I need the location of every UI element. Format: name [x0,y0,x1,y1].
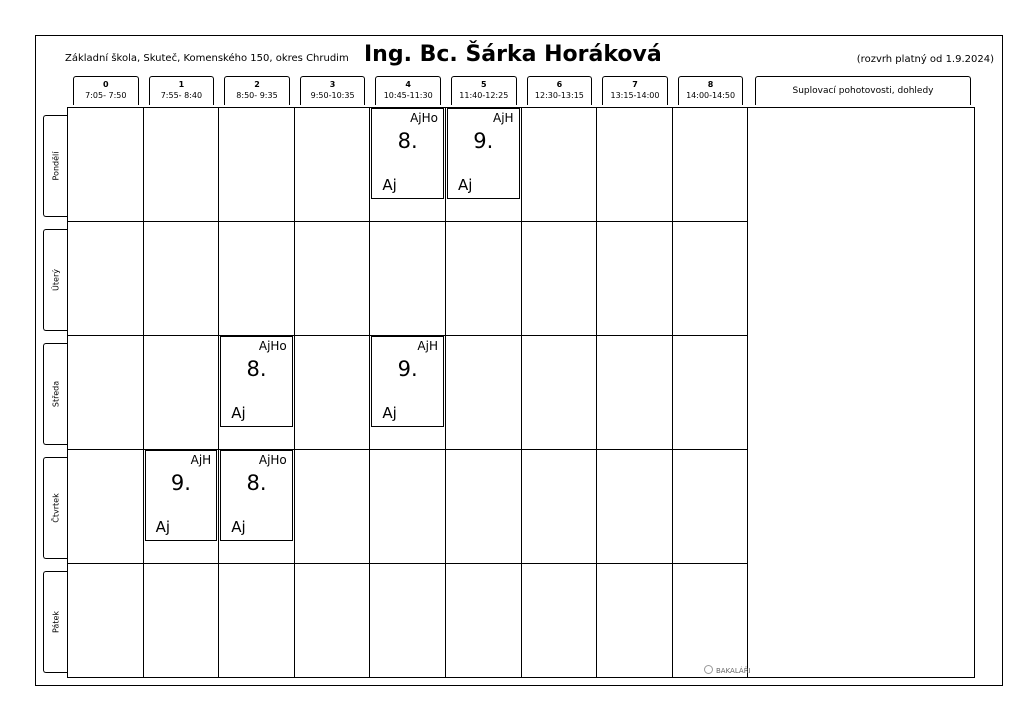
lesson-subject: Aj [231,518,246,536]
lesson-group: AjH [493,111,514,125]
period-number: 4 [405,80,411,89]
period-time: 11:40-12:25 [459,91,509,100]
day-label-0 [43,115,67,217]
bakalari-logo [704,665,751,675]
day-label-3 [43,457,67,559]
grid-column-line [369,107,370,677]
period-number: 3 [329,80,336,89]
lesson-card[interactable] [220,336,293,427]
day-name: Čtvrtek [51,493,60,523]
lesson-card[interactable] [371,336,444,427]
period-time: 7:55- 8:40 [160,91,203,100]
day-label-4 [43,571,67,673]
grid-row-line [67,563,747,564]
grid-column-line [445,107,446,677]
timetable-grid [67,107,975,677]
lesson-group: AjHo [410,111,438,125]
lesson-class: 8. [246,357,267,381]
lesson-subject: Aj [382,176,397,194]
day-name: Pondělí [51,151,60,181]
lesson-card[interactable] [145,450,218,541]
lesson-subject: Aj [382,404,397,422]
grid-row-line [67,677,975,678]
lesson-subject: Aj [231,404,246,422]
period-time: 7:05- 7:50 [85,91,127,100]
period-header-4 [375,76,441,105]
period-header-6 [527,76,593,105]
lesson-card[interactable] [447,108,520,199]
grid-column-line [747,107,748,677]
period-header-8 [678,76,744,105]
school-name: Základní škola, Skuteč, Komenského 150, okres Chrudim [65,53,349,64]
grid-right-line [974,107,975,677]
grid-row-line [67,221,747,222]
period-number: 1 [178,80,185,89]
period-header-3 [300,76,366,105]
period-header-5 [451,76,517,105]
day-label-2 [43,343,67,445]
period-header-1 [149,76,215,105]
teacher-name: Ing. Bc. Šárka Horáková [364,42,662,67]
period-time: 14:00-14:50 [686,91,736,100]
grid-column-line [143,107,144,677]
grid-column-line [672,107,673,677]
period-number: 8 [707,80,714,89]
lesson-group: AjH [190,453,212,467]
lesson-class: 8. [397,129,418,153]
grid-column-line [596,107,597,677]
bakalari-text: BAKALÁŘI [716,667,751,675]
lesson-card[interactable] [371,108,444,199]
period-number: 2 [254,80,260,89]
lesson-group: AjH [417,339,438,353]
lesson-group: AjHo [258,453,287,467]
lesson-class: 8. [246,471,267,495]
bakalari-icon [704,665,713,674]
day-name: Úterý [51,269,60,291]
supervision-header: Suplovací pohotovosti, dohledy [755,76,971,105]
day-name: Pátek [51,610,60,634]
grid-row-line [67,107,975,108]
day-label-1 [43,229,67,331]
validity-date: (rozvrh platný od 1.9.2024) [856,54,994,65]
period-time: 12:30-13:15 [534,91,584,100]
period-time: 8:50- 9:35 [236,91,278,100]
lesson-card[interactable] [220,450,293,541]
lesson-subject: Aj [155,518,171,536]
period-time: 10:45-11:30 [383,91,433,100]
day-name: Středa [51,380,60,408]
period-time: 13:15-14:00 [610,91,660,100]
grid-column-line [67,107,68,677]
period-header-2 [224,76,290,105]
grid-column-line [521,107,522,677]
period-time: 9:50-10:35 [310,91,355,100]
lesson-class: 9. [397,357,418,381]
period-header-0 [73,76,139,105]
period-number: 7 [632,80,638,89]
lesson-group: AjHo [258,339,287,353]
period-header-7 [602,76,668,105]
period-number: 5 [481,80,487,89]
grid-column-line [294,107,295,677]
lesson-class: 9. [170,471,191,495]
period-number: 0 [103,80,109,89]
lesson-class: 9. [473,129,494,153]
lesson-subject: Aj [458,176,473,194]
period-number: 6 [556,80,563,89]
grid-column-line [218,107,219,677]
